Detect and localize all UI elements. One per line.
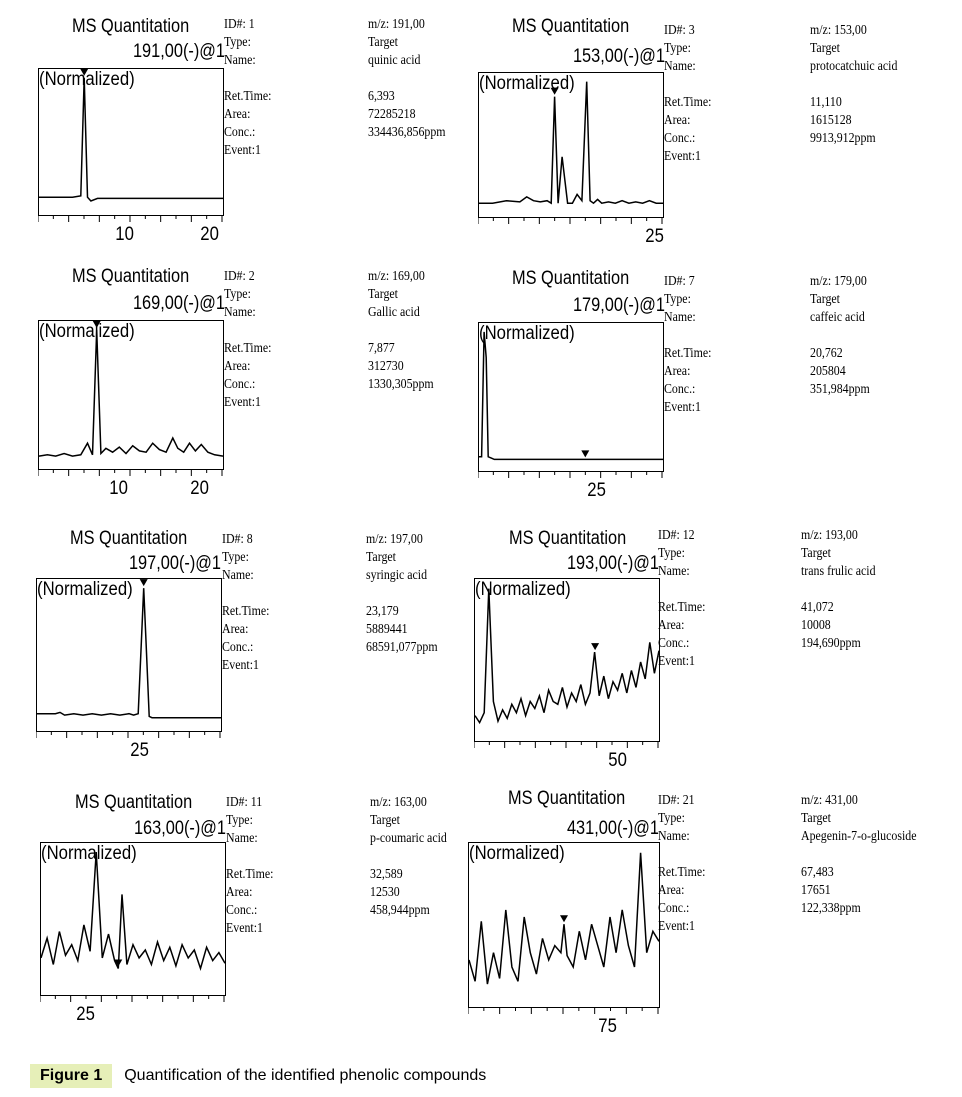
peak-info-labels: [224, 15, 271, 159]
x-tick-label: 75: [598, 1016, 617, 1037]
area-label: Area:: [224, 358, 251, 373]
retention-marker: [140, 579, 148, 586]
spacer: [801, 580, 876, 589]
normalized-label: (Normalized): [39, 321, 135, 342]
name-label: Name:: [224, 304, 256, 319]
chromatogram-trace: [479, 332, 663, 460]
spacer: [224, 321, 271, 330]
compound-name: caffeic acid: [810, 309, 865, 324]
id-label: ID#: 12: [658, 527, 695, 542]
chart-title: MS Quantitation: [508, 788, 626, 809]
area-label: Area:: [226, 884, 253, 899]
chart-title: MS Quantitation: [512, 16, 630, 37]
spacer: [658, 580, 705, 589]
ret-time-value: 11,110: [810, 94, 842, 109]
precursor-mass-label: 153,00(-)@1: [573, 46, 665, 67]
spacer: [801, 845, 916, 854]
normalized-label: (Normalized): [475, 579, 571, 600]
name-label: Name:: [658, 828, 690, 843]
area-value: 10008: [801, 617, 831, 632]
chart-title: MS Quantitation: [70, 528, 188, 549]
conc-value: 458,944ppm: [370, 902, 430, 917]
peak-info-values: [810, 21, 897, 147]
compound-name: trans frulic acid: [801, 563, 876, 578]
figure-label: Figure 1: [30, 1064, 112, 1088]
precursor-mass-label: 431,00(-)@1: [567, 818, 659, 839]
chart-title: MS Quantitation: [512, 268, 630, 289]
x-tick-label: 50: [608, 750, 627, 771]
name-label: Name:: [658, 563, 690, 578]
event-label: Event:1: [224, 394, 261, 409]
type-value: Target: [368, 34, 398, 49]
spacer: [222, 593, 269, 602]
compound-name: Apegenin-7-o-glucoside: [801, 828, 917, 843]
x-tick-label: 10: [115, 224, 134, 245]
ret-time-label: Ret.Time:: [664, 94, 712, 109]
id-label: ID#: 11: [226, 794, 263, 809]
area-label: Area:: [224, 106, 251, 121]
x-axis-ticks: [36, 731, 222, 741]
conc-label: Conc.:: [226, 902, 258, 917]
area-label: Area:: [664, 112, 691, 127]
chromatogram-svg: [479, 323, 663, 471]
peak-info-labels: [226, 793, 273, 937]
x-tick-label: 25: [587, 480, 606, 501]
normalized-label: (Normalized): [469, 843, 565, 864]
area-value: 205804: [810, 363, 846, 378]
retention-marker: [591, 643, 599, 650]
spacer: [222, 584, 269, 593]
peak-info-values: [801, 526, 876, 652]
ret-time-value: 20,762: [810, 345, 843, 360]
type-label: Type:: [658, 545, 685, 560]
type-label: Type:: [664, 40, 691, 55]
conc-label: Conc.:: [664, 130, 696, 145]
area-label: Area:: [658, 617, 685, 632]
chromatogram-trace: [39, 78, 223, 201]
x-axis-ticks: [468, 1007, 660, 1017]
peak-info-values: [366, 530, 438, 656]
precursor-mass-label: 163,00(-)@1: [134, 818, 226, 839]
chromatogram-svg: [41, 843, 225, 995]
spacer: [368, 321, 434, 330]
area-value: 17651: [801, 882, 831, 897]
spacer: [810, 75, 897, 84]
type-value: Target: [368, 286, 398, 301]
spacer: [366, 584, 438, 593]
x-axis-ticks: [478, 217, 664, 227]
normalized-label: (Normalized): [479, 73, 575, 94]
chromatogram-trace: [41, 852, 225, 968]
peak-info-labels: [658, 526, 705, 670]
x-axis-ticks: [474, 741, 660, 751]
type-value: Target: [801, 810, 831, 825]
x-tick-label: 25: [130, 740, 149, 761]
event-label: Event:1: [226, 920, 263, 935]
compound-name: syringic acid: [366, 567, 428, 582]
ret-time-label: Ret.Time:: [224, 340, 272, 355]
area-value: 72285218: [368, 106, 416, 121]
area-label: Area:: [664, 363, 691, 378]
chart-title: MS Quantitation: [72, 16, 190, 37]
ret-time-value: 67,483: [801, 864, 834, 879]
spacer: [801, 854, 916, 863]
ret-time-value: 32,589: [370, 866, 403, 881]
compound-name: p-coumaric acid: [370, 830, 447, 845]
mz-value: m/z: 153,00: [810, 22, 867, 37]
normalized-label: (Normalized): [479, 323, 575, 344]
conc-value: 351,984ppm: [810, 381, 870, 396]
spacer: [658, 845, 705, 854]
spacer: [224, 330, 271, 339]
event-label: Event:1: [224, 142, 261, 157]
spacer: [224, 69, 271, 78]
ret-time-label: Ret.Time:: [658, 599, 706, 614]
chart-title: MS Quantitation: [72, 266, 190, 287]
type-label: Type:: [222, 549, 249, 564]
name-label: Name:: [664, 58, 696, 73]
spacer: [226, 847, 273, 856]
peak-info-values: [368, 15, 446, 141]
normalized-label: (Normalized): [37, 579, 133, 600]
ret-time-label: Ret.Time:: [658, 864, 706, 879]
mz-value: m/z: 163,00: [370, 794, 427, 809]
mz-value: m/z: 179,00: [810, 273, 867, 288]
id-label: ID#: 3: [664, 22, 695, 37]
type-label: Type:: [226, 812, 253, 827]
id-label: ID#: 8: [222, 531, 253, 546]
x-tick-label: 20: [200, 224, 219, 245]
spacer: [801, 589, 876, 598]
x-tick-label: 25: [645, 226, 664, 247]
conc-label: Conc.:: [224, 376, 256, 391]
spacer: [370, 847, 447, 856]
conc-label: Conc.:: [224, 124, 256, 139]
peak-info-values: [810, 272, 870, 398]
name-label: Name:: [664, 309, 696, 324]
area-label: Area:: [658, 882, 685, 897]
chromatogram-trace: [479, 82, 663, 204]
ret-time-value: 6,393: [368, 88, 395, 103]
chromatogram-trace: [37, 588, 221, 718]
spacer: [366, 593, 438, 602]
type-label: Type:: [658, 810, 685, 825]
retention-marker: [581, 450, 589, 457]
ret-time-value: 41,072: [801, 599, 834, 614]
chromatogram-svg: [469, 843, 659, 1007]
spacer: [368, 78, 446, 87]
peak-info-labels: [224, 267, 271, 411]
chromatogram-svg: [37, 579, 221, 731]
compound-name: Gallic acid: [368, 304, 420, 319]
spacer: [368, 69, 446, 78]
normalized-label: (Normalized): [39, 69, 135, 90]
mz-value: m/z: 197,00: [366, 531, 423, 546]
type-label: Type:: [224, 34, 251, 49]
x-axis-ticks: [478, 471, 664, 481]
peak-info-labels: [222, 530, 269, 674]
chromatogram-plot: [36, 578, 222, 732]
id-label: ID#: 7: [664, 273, 695, 288]
conc-label: Conc.:: [664, 381, 696, 396]
peak-info-values: [368, 267, 434, 393]
peak-info-labels: [664, 272, 711, 416]
ret-time-label: Ret.Time:: [664, 345, 712, 360]
peak-info-labels: [658, 791, 705, 935]
mz-value: m/z: 431,00: [801, 792, 858, 807]
area-label: Area:: [222, 621, 249, 636]
spacer: [658, 854, 705, 863]
conc-value: 1330,305ppm: [368, 376, 434, 391]
peak-info-labels: [664, 21, 711, 165]
peak-info-values: [370, 793, 447, 919]
conc-value: 122,338ppm: [801, 900, 861, 915]
mz-value: m/z: 193,00: [801, 527, 858, 542]
precursor-mass-label: 179,00(-)@1: [573, 295, 665, 316]
name-label: Name:: [222, 567, 254, 582]
spacer: [224, 78, 271, 87]
precursor-mass-label: 169,00(-)@1: [133, 293, 225, 314]
spacer: [664, 75, 711, 84]
area-value: 312730: [368, 358, 404, 373]
event-label: Event:1: [658, 653, 695, 668]
spacer: [368, 330, 434, 339]
event-label: Event:1: [222, 657, 259, 672]
peak-info-values: [801, 791, 916, 917]
name-label: Name:: [224, 52, 256, 67]
compound-name: protocatchuic acid: [810, 58, 898, 73]
precursor-mass-label: 197,00(-)@1: [129, 553, 221, 574]
spacer: [810, 84, 897, 93]
normalized-label: (Normalized): [41, 843, 137, 864]
mz-value: m/z: 169,00: [368, 268, 425, 283]
ret-time-label: Ret.Time:: [226, 866, 274, 881]
area-value: 5889441: [366, 621, 408, 636]
conc-value: 68591,077ppm: [366, 639, 438, 654]
type-value: Target: [801, 545, 831, 560]
chromatogram-trace: [39, 330, 223, 456]
chromatogram-plot: [468, 842, 660, 1008]
conc-value: 9913,912ppm: [810, 130, 876, 145]
name-label: Name:: [226, 830, 258, 845]
mz-value: m/z: 191,00: [368, 16, 425, 31]
conc-label: Conc.:: [658, 635, 690, 650]
event-label: Event:1: [664, 399, 701, 414]
spacer: [370, 856, 447, 865]
id-label: ID#: 2: [224, 268, 255, 283]
x-axis-ticks: [40, 995, 226, 1005]
ret-time-label: Ret.Time:: [222, 603, 270, 618]
type-value: Target: [366, 549, 396, 564]
retention-marker: [560, 915, 568, 922]
x-tick-label: 20: [190, 478, 209, 499]
conc-value: 334436,856ppm: [368, 124, 446, 139]
type-label: Type:: [664, 291, 691, 306]
spacer: [664, 335, 711, 344]
spacer: [664, 84, 711, 93]
type-label: Type:: [224, 286, 251, 301]
conc-value: 194,690ppm: [801, 635, 861, 650]
conc-label: Conc.:: [222, 639, 254, 654]
chromatogram-svg: [39, 321, 223, 469]
chromatogram-svg: [475, 579, 659, 741]
x-tick-label: 10: [109, 478, 128, 499]
compound-name: quinic acid: [368, 52, 421, 67]
x-tick-label: 25: [76, 1004, 95, 1025]
spacer: [226, 856, 273, 865]
chart-title: MS Quantitation: [509, 528, 627, 549]
chart-title: MS Quantitation: [75, 792, 193, 813]
conc-label: Conc.:: [658, 900, 690, 915]
precursor-mass-label: 191,00(-)@1: [133, 41, 225, 62]
event-label: Event:1: [658, 918, 695, 933]
ret-time-value: 7,877: [368, 340, 395, 355]
ret-time-label: Ret.Time:: [224, 88, 272, 103]
event-label: Event:1: [664, 148, 701, 163]
spacer: [810, 335, 870, 344]
ret-time-value: 23,179: [366, 603, 399, 618]
id-label: ID#: 1: [224, 16, 255, 31]
type-value: Target: [810, 40, 840, 55]
type-value: Target: [370, 812, 400, 827]
figure-caption: [30, 1062, 486, 1090]
figure-caption-text: Quantification of the identified phenolic compounds: [124, 1067, 487, 1084]
chromatogram-trace: [475, 589, 659, 723]
type-value: Target: [810, 291, 840, 306]
chromatogram-plot: [474, 578, 660, 742]
area-value: 1615128: [810, 112, 852, 127]
area-value: 12530: [370, 884, 400, 899]
spacer: [658, 589, 705, 598]
spacer: [664, 326, 711, 335]
chromatogram-plot: [40, 842, 226, 996]
id-label: ID#: 21: [658, 792, 695, 807]
precursor-mass-label: 193,00(-)@1: [567, 553, 659, 574]
spacer: [810, 326, 870, 335]
